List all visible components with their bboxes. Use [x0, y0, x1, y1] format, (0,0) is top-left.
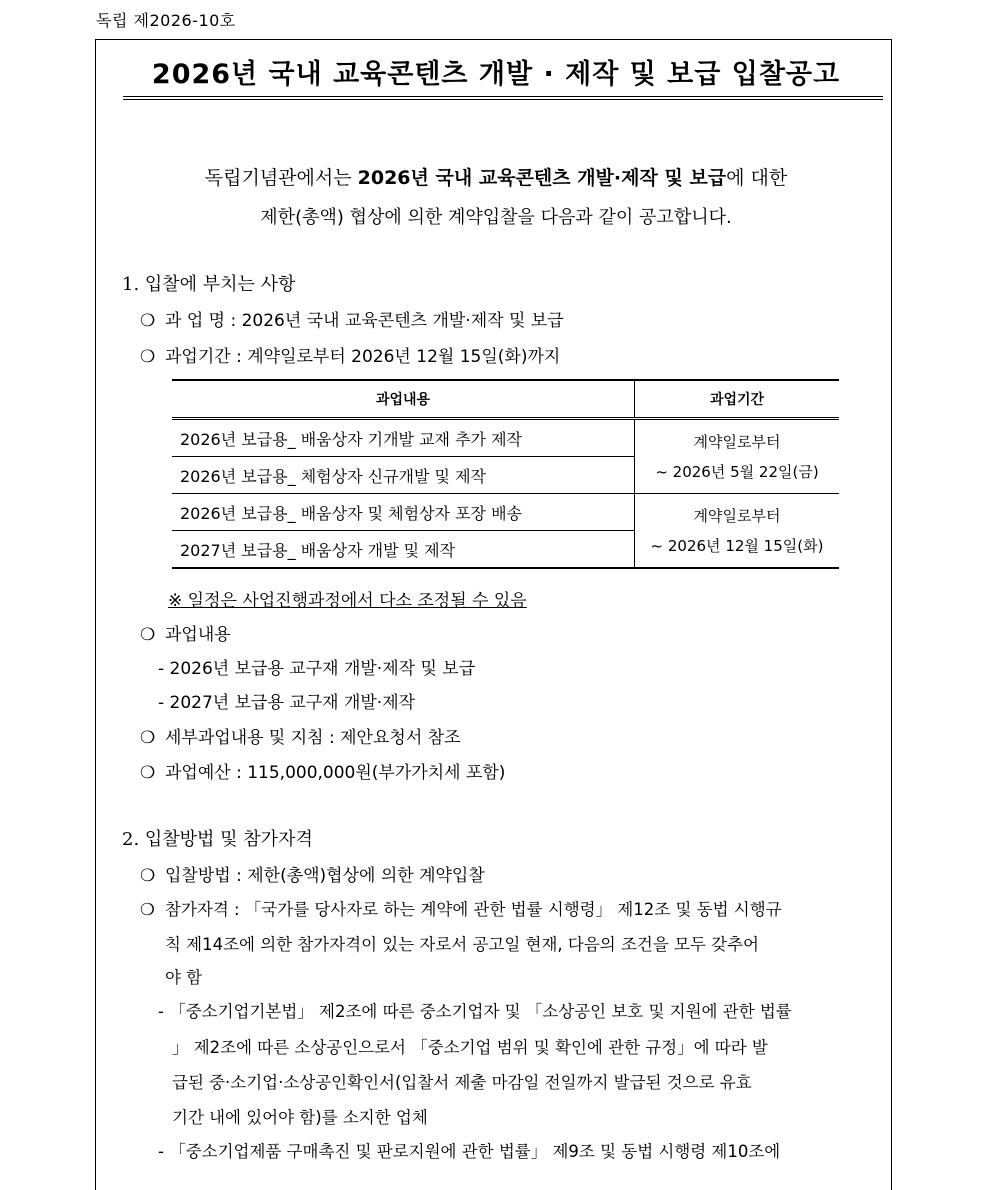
project-name-item	[140, 306, 564, 331]
content-label-text: 과업내용	[165, 625, 231, 645]
period-line-1: 계약일로부터	[693, 432, 781, 451]
details-text: 세부과업내용 및 지침 : 제안요청서 참조	[165, 728, 461, 748]
table-header-task: 과업내용	[172, 380, 635, 419]
table-row-task: 2027년 보급용_ 배움상자 개발 및 제작	[172, 531, 635, 569]
qualification-item	[140, 896, 782, 920]
table-row-task: 2026년 보급용_ 배움상자 및 체험상자 포장 배송	[172, 494, 635, 531]
section1-heading: 1. 입찰에 부치는 사항	[122, 274, 296, 295]
qualification-line: 야 함	[165, 968, 203, 987]
bullet-icon: ❍	[140, 311, 156, 331]
budget-item	[140, 758, 505, 783]
content-item: - 2026년 보급용 교구재 개발·제작 및 보급	[158, 659, 476, 679]
condition-line: 급된 중·소기업·소상공인확인서(입찰서 제출 마감일 전일까지 발급된 것으로 유효	[172, 1073, 752, 1092]
project-period-item	[140, 342, 560, 367]
section2-heading: 2. 입찰방법 및 참가자격	[122, 829, 313, 850]
details-item	[140, 723, 461, 748]
project-period-text: 과업기간 : 계약일로부터 2026년 12월 15일(화)까지	[165, 347, 561, 367]
condition-line: - 「중소기업기본법」 제2조에 따른 중소기업자 및 「소상공인 보호 및 지원에 관한 법률	[158, 1002, 792, 1021]
condition-line: - 「중소기업제품 구매촉진 및 판로지원에 관한 법률」 제9조 및 동법 시행령 제10조에	[158, 1142, 781, 1161]
method-item	[140, 861, 485, 886]
intro-line-1	[0, 163, 992, 190]
period-line-2: ~ 2026년 12월 15일(화)	[650, 536, 824, 555]
intro-text-c: 에 대한	[726, 167, 788, 189]
period-line-2: ~ 2026년 5월 22일(금)	[655, 462, 819, 481]
title-rule-top	[123, 96, 883, 97]
table-row-task: 2026년 보급용_ 체험상자 신규개발 및 제작	[172, 457, 635, 494]
bullet-icon: ❍	[140, 763, 156, 783]
bullet-icon: ❍	[140, 347, 156, 367]
bullet-icon: ❍	[140, 866, 156, 886]
content-label-item	[140, 620, 231, 645]
intro-line-2: 제한(총액) 협상에 의한 계약입찰을 다음과 같이 공고합니다.	[260, 207, 732, 228]
project-name-text: 과 업 명 : 2026년 국내 교육콘텐츠 개발·제작 및 보급	[165, 311, 564, 331]
intro-text-bold: 2026년 국내 교육콘텐츠 개발·제작 및 보급	[357, 167, 727, 189]
condition-line: 기간 내에 있어야 함)를 소지한 업체	[172, 1108, 428, 1127]
bullet-icon: ❍	[140, 900, 155, 919]
title-rule-bottom	[123, 99, 883, 100]
table-row-period	[635, 494, 840, 569]
table-header-period: 과업기간	[635, 380, 840, 419]
table-row-task: 2026년 보급용_ 배움상자 기개발 교재 추가 제작	[172, 419, 635, 457]
condition-line: 」 제2조에 따른 소상공인으로서 「중소기업 범위 및 확인에 관한 규정」에 따라 발	[172, 1038, 768, 1057]
intro-text-a: 독립기념관에서는	[204, 167, 358, 189]
bullet-icon: ❍	[140, 625, 156, 645]
content-item: - 2027년 보급용 교구재 개발·제작	[158, 693, 416, 713]
table-row-period	[635, 419, 840, 494]
budget-text: 과업예산 : 115,000,000원(부가가치세 포함)	[165, 763, 506, 783]
bullet-icon: ❍	[140, 728, 156, 748]
schedule-table	[172, 379, 839, 569]
qualification-line: 칙 제14조에 의한 참가자격이 있는 자로서 공고일 현재, 다음의 조건을 모두 갖추어	[165, 935, 759, 954]
schedule-note: ※ 일정은 사업진행과정에서 다소 조정될 수 있음	[168, 591, 527, 611]
page-title: 2026년 국내 교육콘텐츠 개발 · 제작 및 보급 입찰공고	[151, 59, 841, 90]
document-number: 독립 제2026-10호	[96, 11, 236, 30]
qualification-line: 참가자격 : 「국가를 당사자로 하는 계약에 관한 법률 시행령」 제12조 및 동법 시행규	[165, 900, 782, 919]
method-text: 입찰방법 : 제한(총액)협상에 의한 계약입찰	[165, 866, 485, 886]
period-line-1: 계약일로부터	[693, 506, 781, 525]
